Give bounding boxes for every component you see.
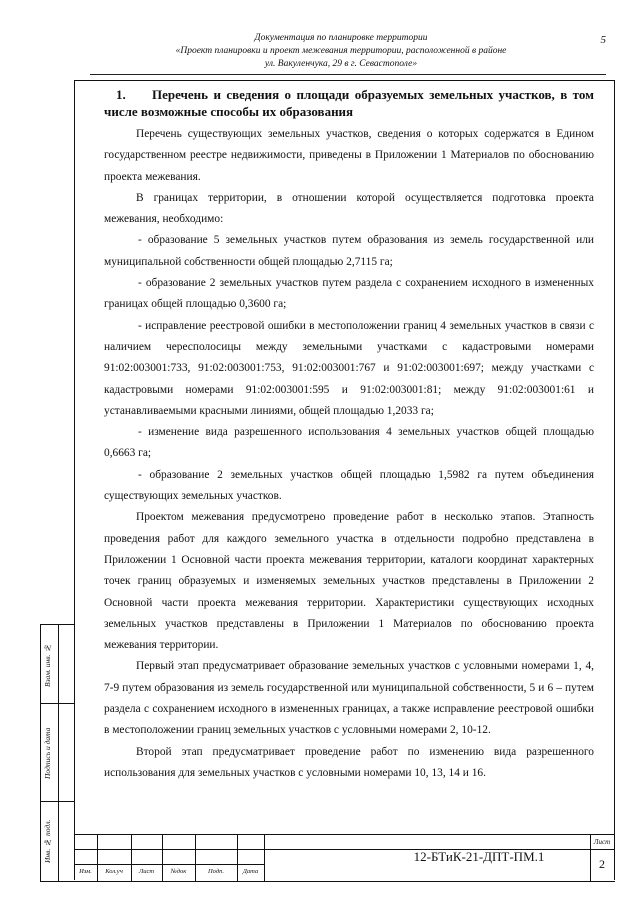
title-block — [74, 834, 615, 882]
paragraph: Первый этап предусматривает образование земельных участков с условными номерами 1, 4, 7-9 путем образования из земель государственной или муниципальной собственности, 5 и 6 – путем раздела с сохранением исходного в измененных границах, а также исправление реестровой ошибки в местоположении границ земельных участков с условными номерами 2, 10-12. — [104, 660, 594, 737]
col-izm-label: Изм. — [79, 868, 92, 875]
section-heading — [104, 86, 594, 120]
page-number: 5 — [600, 34, 606, 46]
title-block-divider — [74, 864, 264, 865]
section-number: 1. — [116, 87, 126, 102]
section-title: Перечень и сведения о площади образуемых земельных участков, в том числе возможные способы их образования — [104, 87, 594, 119]
side-stamp-divider — [41, 801, 75, 802]
header-line-2: «Проект планировки и проект межевания территории, расположенной в районе — [175, 46, 507, 56]
col-kol-uch-label: Кол.уч — [105, 868, 123, 875]
side-stamp-inventory-label: Инв. № подл. — [43, 819, 52, 863]
paragraph: Перечень существующих земельных участков, сведения о которых содержатся в Едином государственном реестре недвижимости, приведены в Приложении 1 Материалов по обоснованию проекта межевания. — [104, 128, 594, 183]
document-header — [90, 32, 592, 71]
sheet-label: Лист — [593, 838, 611, 846]
frame-top-border — [74, 80, 615, 81]
list-item: - исправление реестровой ошибки в местоположении границ 4 земельных участков в связи с наличием чересполосицы между земельными участками с кадастровыми номерами 91:02:003001:733, 91:02:003001:753, 91:02:003001:767 и 91:02:003001:697; между участками с кадастровыми номерами 91:02:003001:595 и 91:02:003001:81; между 91:02:003001:61 и устанавливаемыми красными линиями, общей площадью 1,2033 га; — [104, 319, 594, 417]
col-podp-label: Подп. — [207, 868, 225, 875]
paragraph: Второй этап предусматривает проведение работ по изменению вида разрешенного использования для земельных участков с условными номерами 10, 13, 14 и 16. — [104, 745, 594, 779]
list-item: - образование 2 земельных участков общей площадью 1,5982 га путем объединения существующих земельных участков. — [104, 468, 594, 503]
side-stamp-vzam-label: Взам. инв. № — [43, 643, 52, 687]
header-line-3: ул. Вакуленчука, 29 в г. Севастополе» — [264, 59, 418, 69]
side-stamp-divider — [41, 703, 75, 704]
list-item: - образование 2 земельных участков путем раздела с сохранением исходного в измененных границах общей площадью 0,3600 га; — [104, 277, 594, 311]
frame-right-border — [614, 80, 615, 880]
list-item: - образование 5 земельных участков путем образования из земель государственной или муниципальной собственности общей площадью 2,7115 га; — [104, 234, 594, 268]
list-item: - изменение вида разрешенного использования 4 земельных участков общей площадью 0,6663 га; — [104, 426, 594, 460]
side-stamp-divider — [58, 625, 59, 881]
paragraph: Проектом межевания предусмотрено проведение работ в несколько этапов. Этапность проведения работ для каждого земельного участка в отдельности подробно представлена в Приложении 1 Основной части проекта межевания территории, каталоги координат характерных точек границ образуемых и изменяемых земельных участков представлены в Приложении 2 Основной части проекта межевания территории. Характеристики существующих исходных земельных участков представлены в Приложении 1 Материалов по обоснованию проекта межевания территории. — [104, 511, 594, 652]
document-body — [104, 86, 594, 784]
col-ndok-label: №док — [170, 868, 187, 875]
col-list-label: Лист — [138, 868, 155, 875]
title-block-divider — [264, 835, 265, 881]
paragraph: В границах территории, в отношении которой осуществляется подготовка проекта межевания, необходимо: — [104, 191, 594, 226]
side-stamp-signature-label: Подпись и дата — [43, 727, 52, 779]
header-rule — [90, 74, 606, 75]
document-code: 12-БТиК-21-ДПТ-ПМ.1 — [413, 849, 545, 864]
sheet-number: 2 — [599, 857, 605, 871]
col-data-label: Дата — [242, 868, 259, 875]
header-line-1: Документация по планировке территории — [254, 33, 428, 43]
